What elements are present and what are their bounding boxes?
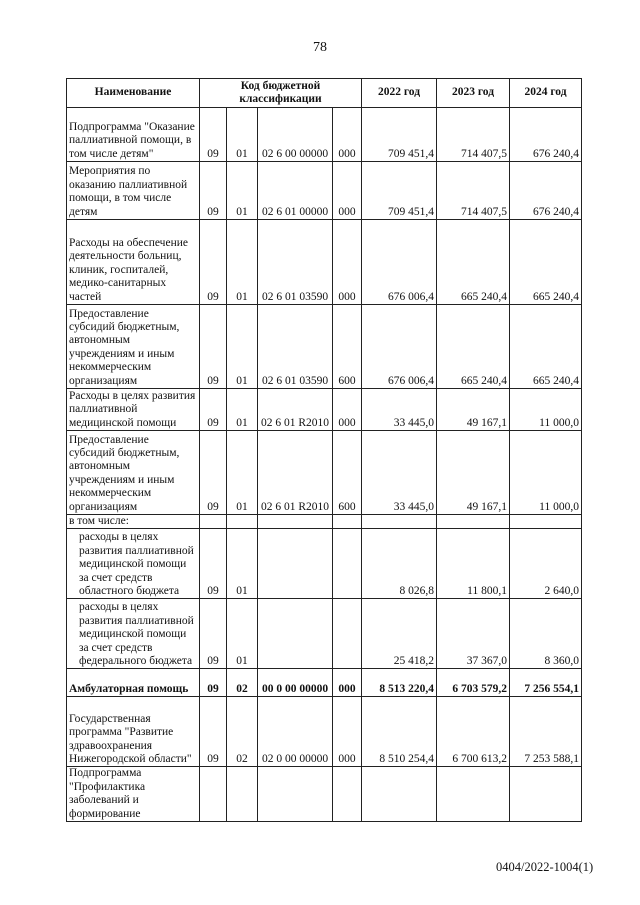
- cell-target-article: 00 0 00 00000: [258, 669, 333, 697]
- cell-2023: [437, 767, 510, 822]
- cell-expense-type: 000: [333, 669, 362, 697]
- table-row: [67, 162, 582, 220]
- cell-2022: [362, 767, 437, 822]
- cell-2023: 714 407,5: [437, 108, 510, 162]
- cell-section: 09: [200, 431, 227, 515]
- cell-subsection: 01: [227, 529, 258, 599]
- page-number: 78: [313, 40, 327, 55]
- cell-2024: 676 240,4: [510, 108, 582, 162]
- cell-subsection: 02: [227, 669, 258, 697]
- cell-target-article: [258, 599, 333, 669]
- cell-target-article: 02 6 01 R2010: [258, 389, 333, 431]
- cell-section: 09: [200, 220, 227, 305]
- header-2024: 2024 год: [510, 79, 582, 108]
- table-row: [67, 599, 582, 669]
- cell-target-article: [258, 529, 333, 599]
- table-row: [67, 108, 582, 162]
- table-row: [67, 389, 582, 431]
- cell-target-article: 02 6 01 03590: [258, 220, 333, 305]
- cell-subsection: 02: [227, 697, 258, 767]
- cell-target-article: 02 0 00 00000: [258, 697, 333, 767]
- cell-2022: 33 445,0: [362, 389, 437, 431]
- cell-2022: 8 510 254,4: [362, 697, 437, 767]
- cell-subsection: [227, 767, 258, 822]
- budget-table: [66, 78, 582, 822]
- cell-subsection: 01: [227, 305, 258, 389]
- cell-expense-type: [333, 515, 362, 529]
- cell-name: Подпрограмма "Оказание паллиативной помощи, в том числе детям": [67, 108, 200, 162]
- cell-2023: 11 800,1: [437, 529, 510, 599]
- table-row: [67, 220, 582, 305]
- cell-2024: 7 253 588,1: [510, 697, 582, 767]
- cell-expense-type: [333, 529, 362, 599]
- cell-section: 09: [200, 389, 227, 431]
- cell-2023: 6 700 613,2: [437, 697, 510, 767]
- cell-target-article: 02 6 01 R2010: [258, 431, 333, 515]
- cell-subsection: 01: [227, 599, 258, 669]
- cell-2023: 37 367,0: [437, 599, 510, 669]
- cell-2024: 11 000,0: [510, 431, 582, 515]
- cell-section: 09: [200, 669, 227, 697]
- cell-name: Мероприятия по оказанию паллиативной помощи, в том числе детям: [67, 162, 200, 220]
- cell-2022: 8 026,8: [362, 529, 437, 599]
- header-2022: 2022 год: [362, 79, 437, 108]
- cell-2022: 676 006,4: [362, 220, 437, 305]
- table-row: [67, 767, 582, 822]
- cell-2023: 714 407,5: [437, 162, 510, 220]
- header-name: Наименование: [67, 79, 200, 108]
- cell-expense-type: [333, 767, 362, 822]
- cell-subsection: 01: [227, 389, 258, 431]
- cell-expense-type: [333, 599, 362, 669]
- cell-name: Расходы на обеспечение деятельности больниц, клиник, госпиталей, медико-санитарных частей: [67, 220, 200, 305]
- cell-expense-type: 000: [333, 108, 362, 162]
- cell-2024: 676 240,4: [510, 162, 582, 220]
- cell-2024: 665 240,4: [510, 305, 582, 389]
- cell-expense-type: 000: [333, 162, 362, 220]
- table-header-row: [67, 79, 582, 108]
- cell-subsection: 01: [227, 431, 258, 515]
- cell-name: Амбулаторная помощь: [67, 669, 200, 697]
- cell-section: 09: [200, 162, 227, 220]
- cell-name: Государственная программа "Развитие здравоохранения Нижегородской области": [67, 697, 200, 767]
- cell-2024: 11 000,0: [510, 389, 582, 431]
- header-code: Код бюджетной классификации: [200, 79, 362, 108]
- table-row: [67, 697, 582, 767]
- document-code: 0404/2022-1004(1): [496, 860, 594, 874]
- cell-section: 09: [200, 697, 227, 767]
- cell-target-article: 02 6 01 03590: [258, 305, 333, 389]
- cell-2023: 665 240,4: [437, 220, 510, 305]
- cell-subsection: 01: [227, 108, 258, 162]
- cell-2024: [510, 515, 582, 529]
- cell-section: 09: [200, 108, 227, 162]
- cell-section: [200, 515, 227, 529]
- cell-2023: 49 167,1: [437, 389, 510, 431]
- cell-2022: 676 006,4: [362, 305, 437, 389]
- cell-2022: 709 451,4: [362, 108, 437, 162]
- cell-target-article: [258, 515, 333, 529]
- cell-subsection: 01: [227, 162, 258, 220]
- cell-expense-type: 000: [333, 220, 362, 305]
- cell-target-article: [258, 767, 333, 822]
- cell-target-article: 02 6 01 00000: [258, 162, 333, 220]
- table-row: [67, 515, 582, 529]
- cell-name: Предоставление субсидий бюджетным, автономным учреждениям и иным некоммерческим организациям: [67, 305, 200, 389]
- cell-expense-type: 000: [333, 389, 362, 431]
- cell-2024: 7 256 554,1: [510, 669, 582, 697]
- cell-2023: [437, 515, 510, 529]
- cell-2023: 665 240,4: [437, 305, 510, 389]
- cell-2024: 665 240,4: [510, 220, 582, 305]
- cell-2022: 25 418,2: [362, 599, 437, 669]
- cell-name: расходы в целях развития паллиативной медицинской помощи за счет средств областного бюджета: [67, 529, 200, 599]
- cell-2023: 49 167,1: [437, 431, 510, 515]
- cell-2022: 709 451,4: [362, 162, 437, 220]
- cell-section: 09: [200, 529, 227, 599]
- cell-section: 09: [200, 305, 227, 389]
- cell-2024: [510, 767, 582, 822]
- cell-target-article: 02 6 00 00000: [258, 108, 333, 162]
- cell-name: Расходы в целях развития паллиативной медицинской помощи: [67, 389, 200, 431]
- table-row: [67, 529, 582, 599]
- cell-expense-type: 000: [333, 697, 362, 767]
- cell-2024: 2 640,0: [510, 529, 582, 599]
- cell-name: Предоставление субсидий бюджетным, автономным учреждениям и иным некоммерческим организациям: [67, 431, 200, 515]
- cell-2024: 8 360,0: [510, 599, 582, 669]
- cell-2022: 33 445,0: [362, 431, 437, 515]
- cell-2023: 6 703 579,2: [437, 669, 510, 697]
- table-row: [67, 431, 582, 515]
- cell-subsection: 01: [227, 220, 258, 305]
- cell-name: Подпрограмма "Профилактика заболеваний и формирование: [67, 767, 200, 822]
- cell-name: расходы в целях развития паллиативной медицинской помощи за счет средств федерального бюджета: [67, 599, 200, 669]
- cell-section: 09: [200, 599, 227, 669]
- cell-section: [200, 767, 227, 822]
- table-row: [67, 305, 582, 389]
- cell-2022: 8 513 220,4: [362, 669, 437, 697]
- table-row: [67, 669, 582, 697]
- cell-expense-type: 600: [333, 305, 362, 389]
- cell-name: в том числе:: [67, 515, 200, 529]
- header-2023: 2023 год: [437, 79, 510, 108]
- cell-expense-type: 600: [333, 431, 362, 515]
- cell-subsection: [227, 515, 258, 529]
- cell-2022: [362, 515, 437, 529]
